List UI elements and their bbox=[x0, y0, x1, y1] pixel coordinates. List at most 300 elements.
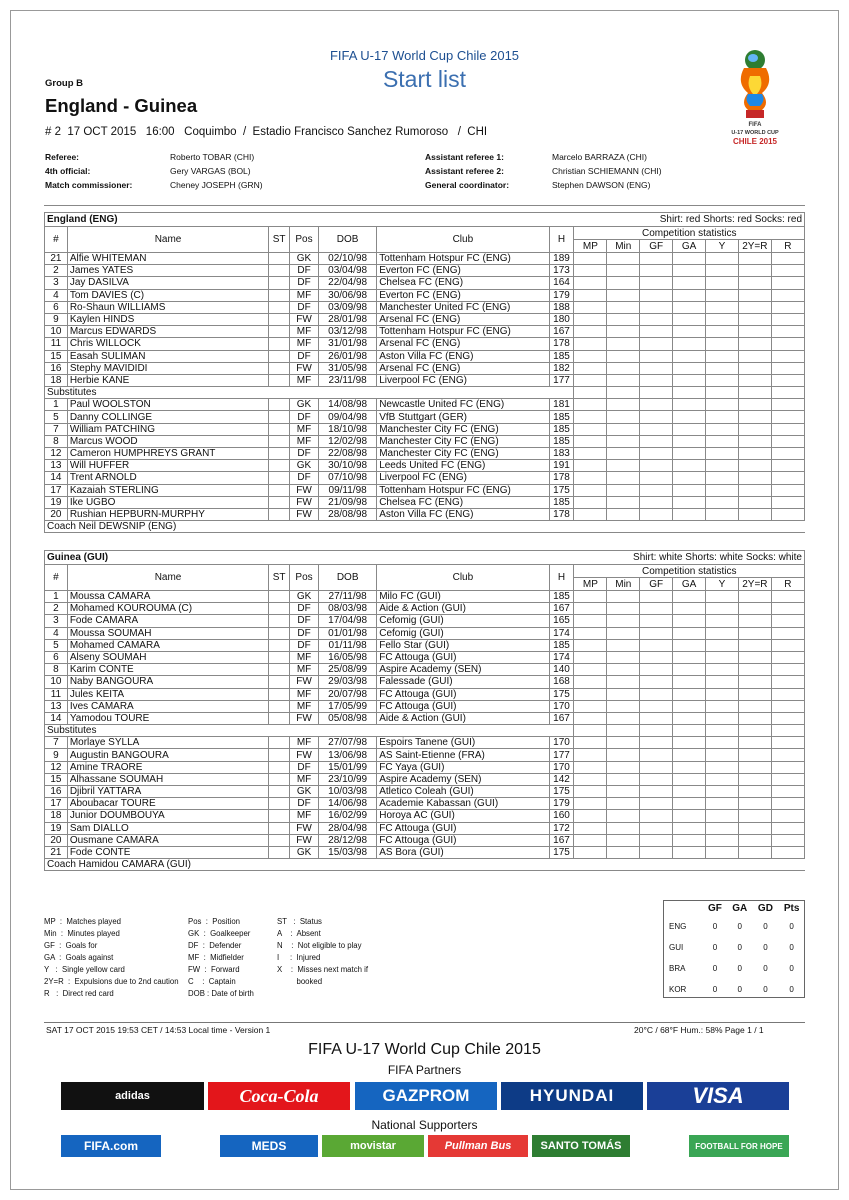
stat-cell bbox=[771, 326, 804, 338]
player-name: Easah SULIMAN bbox=[67, 350, 268, 362]
player-row bbox=[45, 627, 805, 639]
player-position: DF bbox=[289, 472, 318, 484]
team-table-england bbox=[44, 212, 805, 533]
player-height: 183 bbox=[549, 448, 574, 460]
player-number: 12 bbox=[45, 761, 68, 773]
standings-cell: 0 bbox=[737, 964, 742, 973]
player-row bbox=[45, 786, 805, 798]
fifa-u17-logo bbox=[726, 48, 784, 152]
stat-cell bbox=[607, 615, 640, 627]
sponsor-cocacola: Coca-Cola bbox=[208, 1082, 350, 1110]
player-status bbox=[269, 472, 290, 484]
player-position: DF bbox=[289, 448, 318, 460]
standings-cell: 0 bbox=[789, 922, 794, 931]
player-status bbox=[269, 688, 290, 700]
stat-cell bbox=[640, 313, 673, 325]
standings-header: Pts bbox=[783, 902, 800, 914]
stat-cell bbox=[771, 846, 804, 858]
substitutes-label: Substitutes bbox=[45, 387, 574, 399]
player-position: DF bbox=[290, 603, 319, 615]
player-position: MF bbox=[289, 326, 318, 338]
stat-cell bbox=[574, 615, 607, 627]
stat-cell bbox=[673, 484, 706, 496]
stat-cell bbox=[574, 798, 607, 810]
stat-cell bbox=[738, 676, 771, 688]
player-name: Alhassane SOUMAH bbox=[67, 773, 268, 785]
stat-cell bbox=[738, 664, 771, 676]
player-dob: 26/01/98 bbox=[319, 350, 377, 362]
stat-cell bbox=[607, 362, 640, 374]
player-dob: 02/10/98 bbox=[319, 253, 377, 265]
stat-cell bbox=[771, 737, 804, 749]
player-dob: 17/05/99 bbox=[319, 700, 377, 712]
player-number: 9 bbox=[45, 313, 68, 325]
stat-cell bbox=[640, 399, 673, 411]
player-club: Cefomig (GUI) bbox=[377, 615, 549, 627]
player-dob: 03/04/98 bbox=[319, 265, 377, 277]
stat-cell bbox=[607, 846, 640, 858]
player-height: 172 bbox=[549, 822, 574, 834]
stat-cell bbox=[771, 761, 804, 773]
stat-cell bbox=[706, 834, 739, 846]
legend-item: GA : Goals against bbox=[44, 953, 114, 962]
stat-cell bbox=[673, 313, 706, 325]
stat-cell bbox=[640, 350, 673, 362]
legend-item: Min : Minutes played bbox=[44, 929, 120, 938]
player-position: MF bbox=[289, 289, 318, 301]
stat-cell bbox=[574, 460, 607, 472]
player-position: FW bbox=[290, 822, 319, 834]
stat-cell bbox=[706, 725, 739, 737]
player-club: Arsenal FC (ENG) bbox=[377, 338, 549, 350]
player-status bbox=[269, 448, 290, 460]
stat-cell bbox=[771, 265, 804, 277]
stat-cell bbox=[673, 265, 706, 277]
col-stat-r: R bbox=[771, 240, 804, 253]
player-number: 13 bbox=[45, 700, 68, 712]
stat-cell bbox=[640, 676, 673, 688]
player-number: 2 bbox=[45, 265, 68, 277]
player-club: Manchester City FC (ENG) bbox=[377, 448, 549, 460]
stat-cell bbox=[738, 253, 771, 265]
stat-cell bbox=[771, 411, 804, 423]
player-number: 15 bbox=[45, 773, 68, 785]
col-name: Name bbox=[67, 227, 268, 253]
team-header bbox=[45, 551, 805, 565]
player-club: Liverpool FC (ENG) bbox=[377, 472, 549, 484]
player-position: MF bbox=[290, 737, 319, 749]
coach-row: Coach Neil DEWSNIP (ENG) bbox=[45, 521, 805, 533]
stat-cell bbox=[607, 423, 640, 435]
sponsor-meds: MEDS bbox=[220, 1135, 318, 1157]
stat-cell bbox=[640, 749, 673, 761]
stat-cell bbox=[607, 688, 640, 700]
stat-cell bbox=[673, 639, 706, 651]
player-dob: 21/09/98 bbox=[319, 496, 377, 508]
stat-cell bbox=[574, 749, 607, 761]
player-number: 21 bbox=[45, 253, 68, 265]
player-dob: 14/08/98 bbox=[319, 399, 377, 411]
player-club: FC Yaya (GUI) bbox=[377, 761, 549, 773]
player-dob: 05/08/98 bbox=[319, 712, 377, 724]
legend-item: GK : Goalkeeper bbox=[188, 929, 251, 938]
player-number: 11 bbox=[45, 688, 68, 700]
player-position: MF bbox=[289, 435, 318, 447]
player-dob: 03/12/98 bbox=[319, 326, 377, 338]
stat-cell bbox=[607, 737, 640, 749]
stat-cell bbox=[771, 399, 804, 411]
stat-cell bbox=[771, 253, 804, 265]
player-row bbox=[45, 508, 805, 520]
player-height: 185 bbox=[549, 423, 574, 435]
stat-cell bbox=[640, 798, 673, 810]
player-number: 18 bbox=[45, 374, 68, 386]
player-dob: 28/04/98 bbox=[319, 822, 377, 834]
stat-cell bbox=[640, 289, 673, 301]
stat-cell bbox=[771, 460, 804, 472]
stat-cell bbox=[574, 435, 607, 447]
stat-cell bbox=[640, 822, 673, 834]
player-number: 5 bbox=[45, 411, 68, 423]
stat-cell bbox=[673, 846, 706, 858]
player-position: MF bbox=[289, 374, 318, 386]
stat-cell bbox=[607, 834, 640, 846]
stat-cell bbox=[607, 591, 640, 603]
legend-item: R : Direct red card bbox=[44, 989, 114, 998]
legend-item: DOB : Date of birth bbox=[188, 989, 254, 998]
stat-cell bbox=[640, 423, 673, 435]
stat-cell bbox=[738, 651, 771, 663]
stat-cell bbox=[574, 591, 607, 603]
player-club: Arsenal FC (ENG) bbox=[377, 362, 549, 374]
player-name: Rushian HEPBURN-MURPHY bbox=[67, 508, 268, 520]
player-club: Manchester United FC (ENG) bbox=[377, 301, 549, 313]
stat-cell bbox=[673, 448, 706, 460]
standings-header: GF bbox=[707, 902, 722, 914]
stat-cell bbox=[706, 676, 739, 688]
player-height: 165 bbox=[549, 615, 574, 627]
player-row bbox=[45, 253, 805, 265]
stat-cell bbox=[607, 664, 640, 676]
stat-cell bbox=[607, 639, 640, 651]
referee-value: Roberto TOBAR (CHI) bbox=[170, 152, 255, 162]
stat-cell bbox=[673, 688, 706, 700]
player-dob: 30/10/98 bbox=[319, 460, 377, 472]
player-status bbox=[269, 313, 290, 325]
sponsor-adidas: adidas bbox=[61, 1082, 204, 1110]
player-row bbox=[45, 761, 805, 773]
stat-cell bbox=[574, 773, 607, 785]
standings-cell: BRA bbox=[669, 964, 686, 973]
stat-cell bbox=[738, 313, 771, 325]
player-row bbox=[45, 737, 805, 749]
stat-cell bbox=[771, 712, 804, 724]
stat-cell bbox=[706, 846, 739, 858]
stat-cell bbox=[771, 277, 804, 289]
player-height: 175 bbox=[549, 846, 574, 858]
stat-cell bbox=[607, 289, 640, 301]
col-status: ST bbox=[269, 565, 290, 591]
legend-item: 2Y=R : Expulsions due to 2nd caution bbox=[44, 977, 179, 986]
player-dob: 23/11/98 bbox=[319, 374, 377, 386]
standings-cell: 0 bbox=[712, 964, 718, 973]
player-name: Naby BANGOURA bbox=[67, 676, 268, 688]
player-status bbox=[269, 362, 290, 374]
player-status bbox=[269, 423, 290, 435]
legend-status bbox=[277, 916, 368, 988]
stat-cell bbox=[673, 725, 706, 737]
stat-cell bbox=[738, 846, 771, 858]
stat-cell bbox=[607, 810, 640, 822]
standings-cell: 0 bbox=[789, 964, 794, 973]
player-height: 170 bbox=[549, 737, 574, 749]
stat-cell bbox=[706, 435, 739, 447]
stat-cell bbox=[640, 338, 673, 350]
stat-cell bbox=[640, 253, 673, 265]
player-position: DF bbox=[289, 411, 318, 423]
player-position: DF bbox=[289, 277, 318, 289]
standings-header: GA bbox=[732, 902, 748, 914]
stat-cell bbox=[673, 460, 706, 472]
stat-cell bbox=[738, 435, 771, 447]
player-dob: 13/06/98 bbox=[319, 749, 377, 761]
player-position: MF bbox=[290, 688, 319, 700]
player-status bbox=[269, 326, 290, 338]
player-number: 17 bbox=[45, 484, 68, 496]
legend-stats bbox=[44, 916, 179, 1000]
player-number: 14 bbox=[45, 472, 68, 484]
player-dob: 01/11/98 bbox=[319, 639, 377, 651]
legend-item: booked bbox=[277, 977, 323, 986]
stat-cell bbox=[738, 712, 771, 724]
stat-cell bbox=[574, 508, 607, 520]
footer-tournament: FIFA U-17 World Cup Chile 2015 bbox=[308, 1041, 541, 1058]
player-status bbox=[269, 737, 290, 749]
player-height: 182 bbox=[549, 362, 574, 374]
player-dob: 10/03/98 bbox=[319, 786, 377, 798]
stat-cell bbox=[607, 460, 640, 472]
standings-cell: 0 bbox=[737, 985, 742, 994]
stat-cell bbox=[574, 484, 607, 496]
footer-timestamp: SAT 17 OCT 2015 19:53 CET / 14:53 Local time - Version 1 bbox=[46, 1025, 271, 1035]
stat-cell bbox=[640, 725, 673, 737]
col-dob: DOB bbox=[319, 227, 377, 253]
player-position: FW bbox=[289, 508, 318, 520]
player-name: Danny COLLINGE bbox=[67, 411, 268, 423]
match-info: # 2 17 OCT 2015 16:00 Coquimbo / Estadio Francisco Sanchez Rumoroso / CHI bbox=[45, 126, 488, 138]
ar2-value: Christian SCHIEMANN (CHI) bbox=[552, 166, 662, 176]
stat-cell bbox=[607, 277, 640, 289]
col-position: Pos bbox=[290, 565, 319, 591]
player-row bbox=[45, 423, 805, 435]
stat-cell bbox=[706, 411, 739, 423]
player-club: AS Bora (GUI) bbox=[377, 846, 549, 858]
player-status bbox=[269, 664, 290, 676]
player-status bbox=[269, 350, 290, 362]
stat-cell bbox=[574, 761, 607, 773]
stat-cell bbox=[574, 627, 607, 639]
player-row bbox=[45, 350, 805, 362]
player-status bbox=[269, 374, 290, 386]
footer-divider bbox=[44, 1022, 805, 1023]
stat-cell bbox=[738, 798, 771, 810]
player-dob: 28/01/98 bbox=[319, 313, 377, 325]
player-position: FW bbox=[289, 484, 318, 496]
player-status bbox=[269, 460, 290, 472]
stat-cell bbox=[640, 387, 673, 399]
stat-cell bbox=[607, 773, 640, 785]
col-stat-min: Min bbox=[607, 240, 640, 253]
stat-cell bbox=[673, 676, 706, 688]
stat-cell bbox=[574, 411, 607, 423]
player-status bbox=[269, 411, 290, 423]
player-club: Tottenham Hotspur FC (ENG) bbox=[377, 326, 549, 338]
stat-cell bbox=[706, 326, 739, 338]
partners-heading: FIFA Partners bbox=[387, 1063, 462, 1077]
stat-cell bbox=[673, 387, 706, 399]
player-number: 17 bbox=[45, 798, 68, 810]
player-number: 4 bbox=[45, 627, 68, 639]
stat-cell bbox=[738, 362, 771, 374]
player-club: Manchester City FC (ENG) bbox=[377, 435, 549, 447]
player-club: Liverpool FC (ENG) bbox=[377, 374, 549, 386]
standings-cell: 0 bbox=[763, 943, 768, 952]
player-number: 14 bbox=[45, 712, 68, 724]
stat-cell bbox=[771, 591, 804, 603]
player-height: 160 bbox=[549, 810, 574, 822]
player-status bbox=[269, 603, 290, 615]
player-status bbox=[269, 676, 290, 688]
tournament-title: FIFA U-17 World Cup Chile 2015 bbox=[329, 48, 520, 63]
player-name: Moussa SOUMAH bbox=[67, 627, 268, 639]
player-row bbox=[45, 664, 805, 676]
stat-cell bbox=[673, 399, 706, 411]
player-name: Chris WILLOCK bbox=[67, 338, 268, 350]
player-club: Academie Kabassan (GUI) bbox=[377, 798, 549, 810]
col-stat-2y-r: 2Y=R bbox=[738, 240, 771, 253]
stat-cell bbox=[706, 508, 739, 520]
stat-cell bbox=[771, 472, 804, 484]
logo-brand-text: FIFA bbox=[748, 122, 762, 128]
stat-cell bbox=[706, 749, 739, 761]
player-name: Ike UGBO bbox=[67, 496, 268, 508]
stat-cell bbox=[771, 639, 804, 651]
col-dob: DOB bbox=[319, 565, 377, 591]
player-number: 8 bbox=[45, 435, 68, 447]
player-name: Sam DIALLO bbox=[67, 822, 268, 834]
player-name: Paul WOOLSTON bbox=[67, 399, 268, 411]
standings-cell: 0 bbox=[789, 985, 794, 994]
stat-cell bbox=[771, 508, 804, 520]
player-status bbox=[269, 289, 290, 301]
player-status bbox=[269, 301, 290, 313]
stat-cell bbox=[640, 615, 673, 627]
stat-cell bbox=[574, 277, 607, 289]
player-dob: 28/08/98 bbox=[319, 508, 377, 520]
team-name: Guinea (GUI) bbox=[47, 552, 109, 563]
player-status bbox=[269, 496, 290, 508]
stat-cell bbox=[640, 448, 673, 460]
player-name: Moussa CAMARA bbox=[67, 591, 268, 603]
substitutes-label: Substitutes bbox=[45, 725, 574, 737]
player-status bbox=[269, 822, 290, 834]
player-row bbox=[45, 651, 805, 663]
stat-cell bbox=[607, 411, 640, 423]
player-club: Milo FC (GUI) bbox=[377, 591, 549, 603]
stat-cell bbox=[706, 265, 739, 277]
col-stat-y: Y bbox=[706, 578, 739, 591]
player-dob: 23/10/99 bbox=[319, 773, 377, 785]
player-name: Amine TRAORE bbox=[67, 761, 268, 773]
coach-row: Coach Hamidou CAMARA (GUI) bbox=[45, 859, 805, 871]
player-club: Everton FC (ENG) bbox=[377, 265, 549, 277]
legend-item: C : Captain bbox=[188, 977, 236, 986]
stat-cell bbox=[574, 313, 607, 325]
stat-cell bbox=[574, 374, 607, 386]
stat-cell bbox=[574, 350, 607, 362]
standings-cell: ENG bbox=[669, 922, 687, 931]
player-height: 180 bbox=[549, 313, 574, 325]
player-name: Jules KEITA bbox=[67, 688, 268, 700]
stat-cell bbox=[673, 591, 706, 603]
stat-cell bbox=[574, 712, 607, 724]
player-height: 185 bbox=[549, 350, 574, 362]
player-club: FC Attouga (GUI) bbox=[377, 688, 549, 700]
stat-cell bbox=[738, 301, 771, 313]
player-name: Trent ARNOLD bbox=[67, 472, 268, 484]
player-row bbox=[45, 798, 805, 810]
stat-cell bbox=[640, 374, 673, 386]
player-position: FW bbox=[290, 834, 319, 846]
player-height: 191 bbox=[549, 460, 574, 472]
stat-cell bbox=[640, 761, 673, 773]
player-club: Chelsea FC (ENG) bbox=[377, 496, 549, 508]
stat-cell bbox=[771, 496, 804, 508]
stat-cell bbox=[673, 810, 706, 822]
team-table-guinea bbox=[44, 550, 805, 871]
stat-cell bbox=[771, 313, 804, 325]
stat-cell bbox=[673, 700, 706, 712]
col-stat-min: Min bbox=[607, 578, 640, 591]
player-name: Marcus EDWARDS bbox=[67, 326, 268, 338]
standings-cell: 0 bbox=[712, 985, 718, 994]
player-row bbox=[45, 472, 805, 484]
player-row bbox=[45, 639, 805, 651]
stat-cell bbox=[771, 651, 804, 663]
fourth-official-label: 4th official: bbox=[45, 166, 91, 176]
player-height: 167 bbox=[549, 326, 574, 338]
player-club: Aston Villa FC (ENG) bbox=[377, 350, 549, 362]
player-row bbox=[45, 338, 805, 350]
ar1-value: Marcelo BARRAZA (CHI) bbox=[552, 152, 647, 162]
col-club: Club bbox=[377, 565, 549, 591]
logo-wc-text: U-17 WORLD CUP bbox=[731, 130, 779, 136]
player-name: Morlaye SYLLA bbox=[67, 737, 268, 749]
player-status bbox=[269, 399, 290, 411]
stat-cell bbox=[640, 700, 673, 712]
stat-cell bbox=[706, 700, 739, 712]
fourth-official-value: Gery VARGAS (BOL) bbox=[170, 166, 251, 176]
stat-cell bbox=[673, 627, 706, 639]
player-number: 15 bbox=[45, 350, 68, 362]
stat-cell bbox=[706, 591, 739, 603]
stat-cell bbox=[771, 338, 804, 350]
player-position: MF bbox=[289, 423, 318, 435]
stat-cell bbox=[574, 496, 607, 508]
player-row bbox=[45, 773, 805, 785]
player-dob: 31/05/98 bbox=[319, 362, 377, 374]
player-status bbox=[269, 846, 290, 858]
